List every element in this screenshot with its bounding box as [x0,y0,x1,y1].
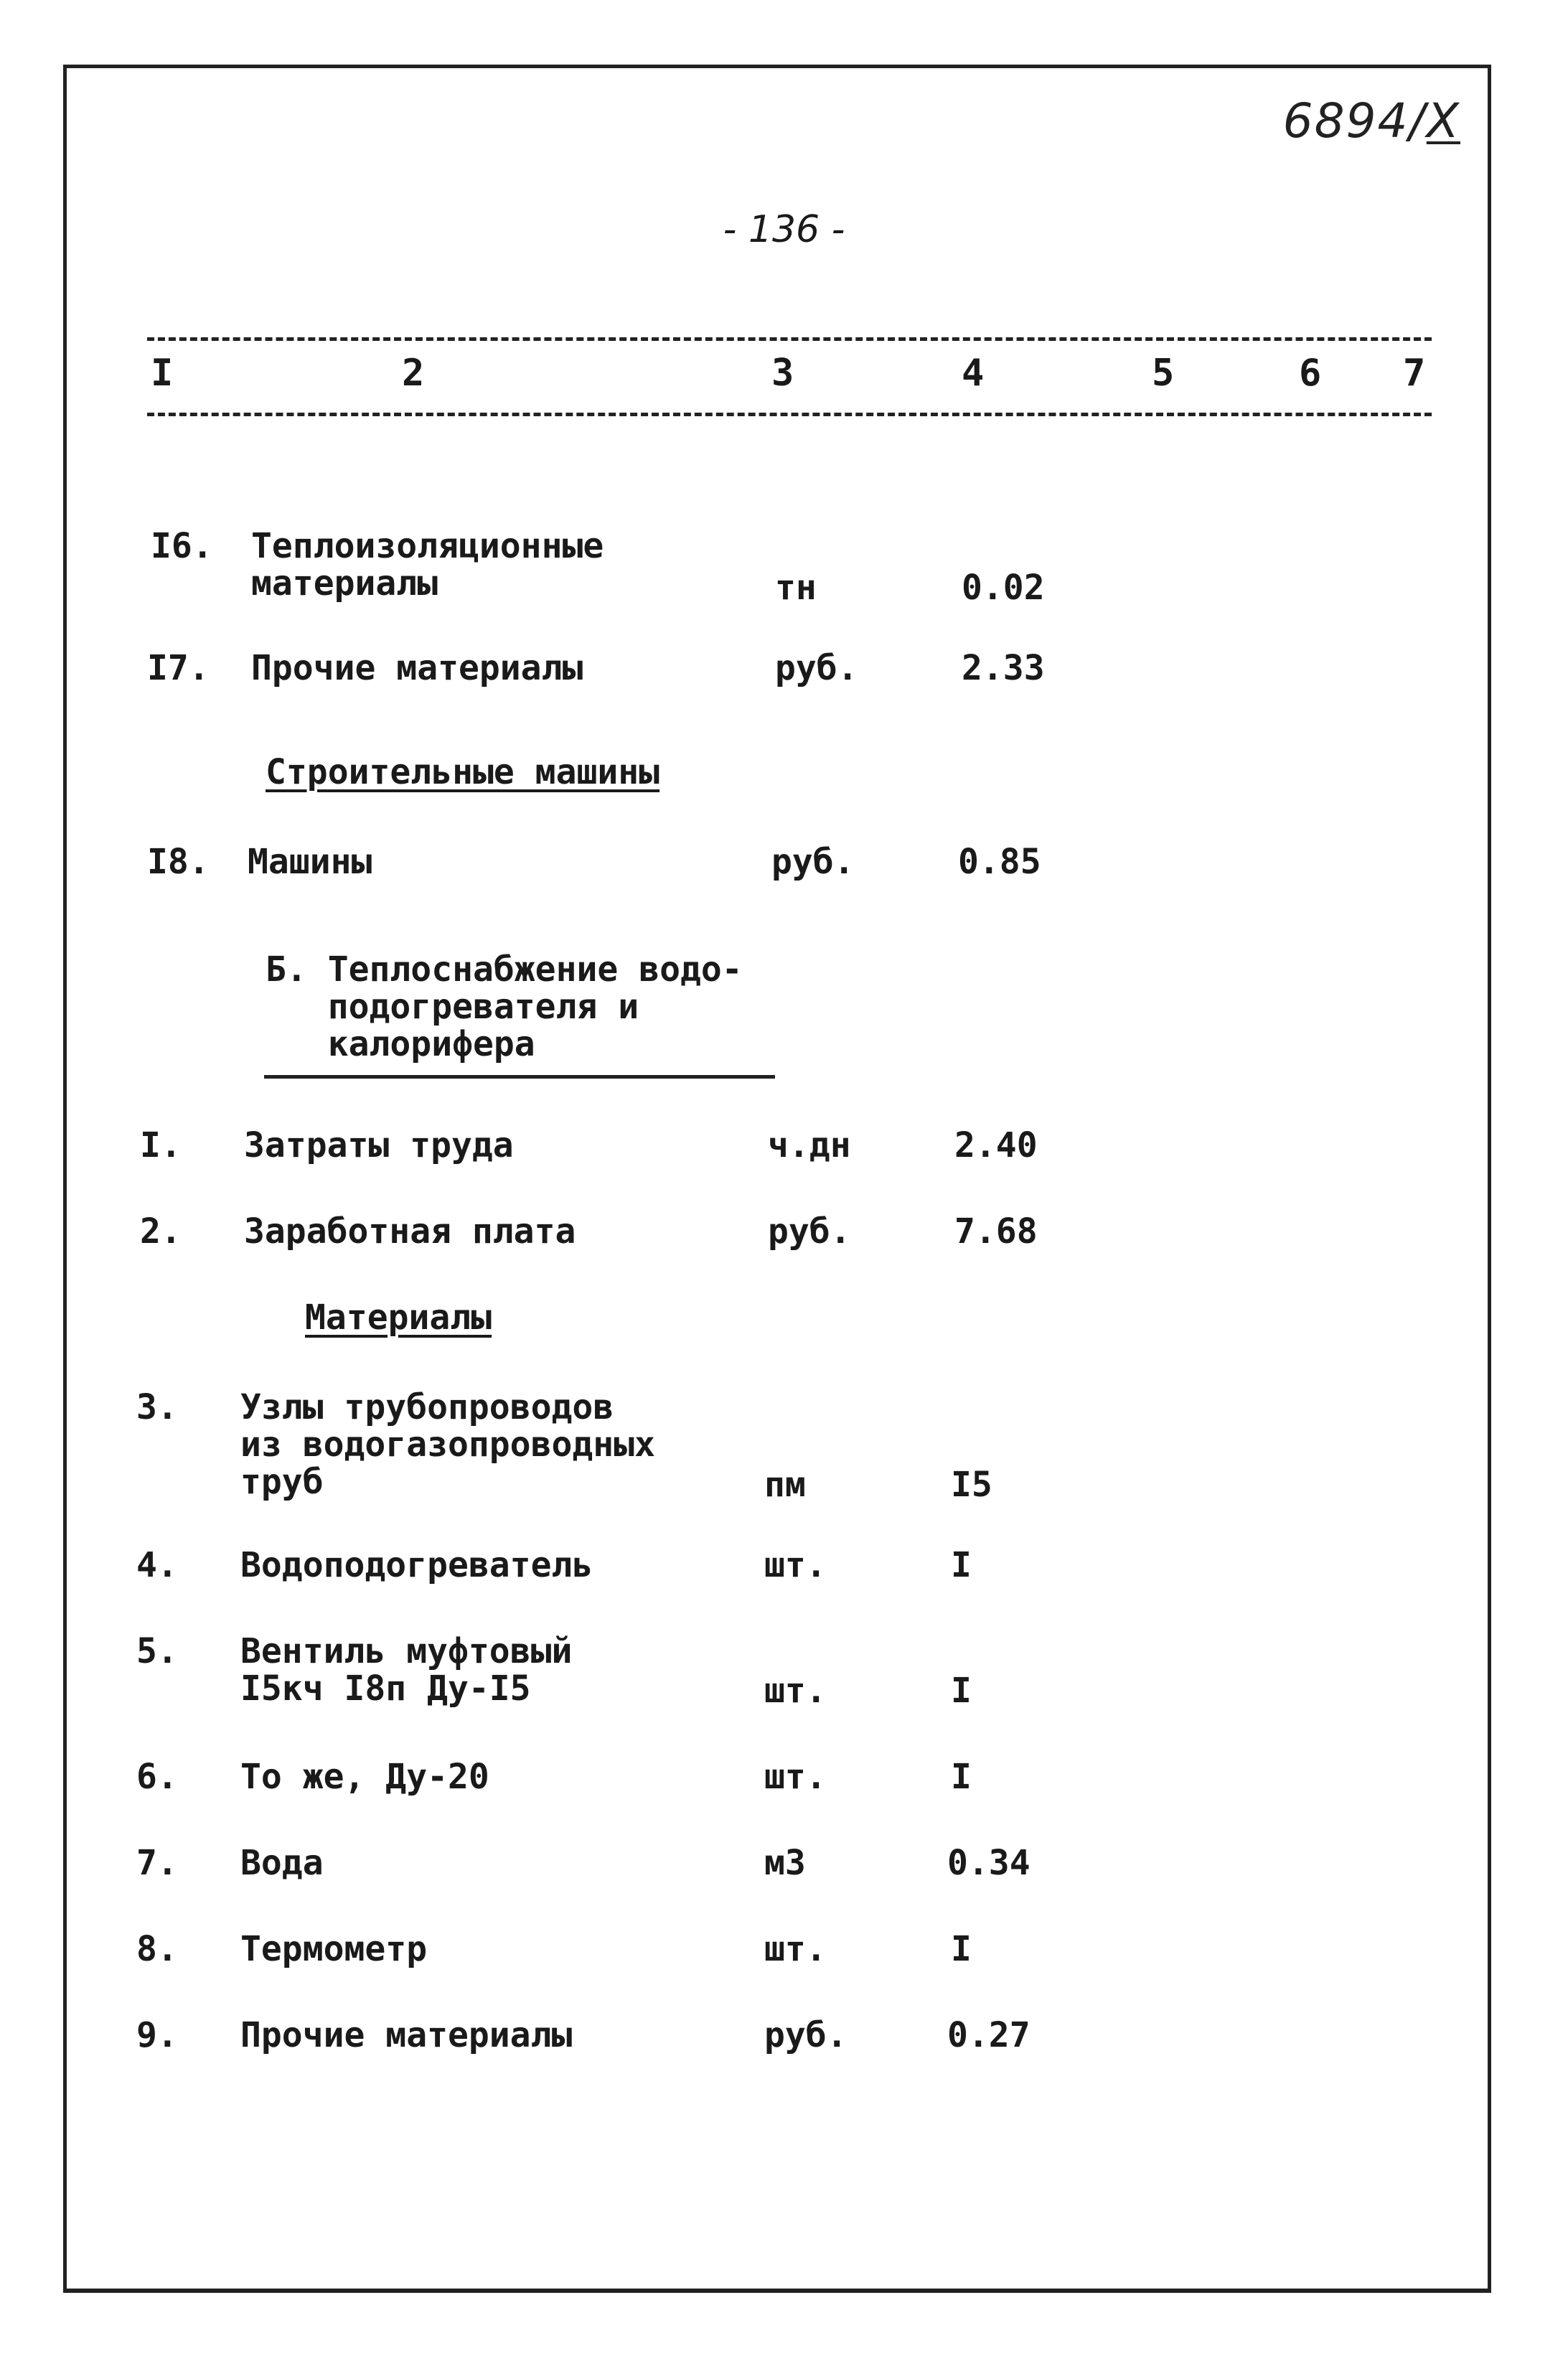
section-heading-b: Б. Теплоснабжение водо- подогревателя и калорифера [266,949,743,1064]
row-number: I8. [147,842,210,882]
table-row [0,1844,1568,1887]
row-number: I. [140,1125,182,1165]
row-unit: м3 [764,1843,806,1883]
row-name: Узлы трубопроводов из водогазопроводных труб [240,1387,655,1502]
archive-number: 6894/X [1282,93,1460,149]
row-number: 3. [136,1387,178,1427]
col-head-4: 4 [962,352,985,395]
row-number: 5. [136,1631,178,1671]
row-name: То же, Ду-20 [240,1757,489,1797]
row-unit: ч.дн [768,1125,851,1165]
col-head-6: 6 [1299,352,1322,395]
row-name: Вентиль муфтовый I5кч I8п Ду-I5 [240,1631,573,1709]
row-number: 9. [136,2015,178,2055]
row-unit: руб. [768,1211,851,1252]
row-name: Теплоизоляционные материалы [251,526,604,604]
row-unit: тн [775,568,817,608]
row-number: 8. [136,1929,178,1969]
row-name: Машины [248,842,372,882]
header-dash-bottom [147,413,1432,416]
row-number: 6. [136,1757,178,1797]
row-unit: шт. [764,1757,827,1797]
col-head-5: 5 [1152,352,1175,395]
row-value: 7.68 [954,1211,1038,1252]
row-name: Прочие материалы [240,2015,573,2055]
row-unit: шт. [764,1929,827,1969]
header-dash-top [147,337,1432,341]
row-number: 2. [140,1211,182,1252]
row-unit: пм [764,1465,806,1505]
table-row [0,527,1568,614]
col-head-2: 2 [402,352,425,395]
row-value: 0.85 [958,842,1041,882]
row-name: Водоподогреватель [240,1545,593,1585]
table-row [0,1930,1568,1973]
col-head-1: I [151,352,174,395]
row-value: 0.02 [962,568,1045,608]
page-number: - 136 - [723,208,845,251]
row-name: Прочие материалы [251,648,583,688]
row-value: I [951,1671,972,1711]
table-row [0,1633,1568,1715]
row-value: I [951,1929,972,1969]
row-name: Затраты труда [244,1125,514,1165]
row-value: 2.33 [962,648,1045,688]
row-number: 4. [136,1545,178,1585]
col-head-7: 7 [1403,352,1426,395]
row-value: 2.40 [954,1125,1038,1165]
row-unit: шт. [764,1545,827,1585]
section-b-rule [264,1075,775,1079]
row-value: I [951,1545,972,1585]
row-number: I6. [151,526,213,566]
row-unit: руб. [775,648,858,688]
row-unit: руб. [771,842,855,882]
row-name: Вода [240,1843,324,1883]
col-head-3: 3 [771,352,794,395]
row-number: 7. [136,1843,178,1883]
row-value: 0.34 [947,1843,1031,1883]
row-name: Термометр [240,1929,428,1969]
table-row [0,1213,1568,1256]
table-row [0,1758,1568,1801]
row-unit: шт. [764,1671,827,1711]
section-heading-machines: Строительные машины [266,752,660,792]
row-value: I [951,1757,972,1797]
table-row [0,649,1568,693]
row-number: I7. [147,648,210,688]
row-value: 0.27 [947,2015,1031,2055]
table-row [0,1547,1568,1590]
row-unit: руб. [764,2015,848,2055]
table-row [0,1127,1568,1170]
table-row [0,2017,1568,2060]
row-value: I5 [951,1465,992,1505]
table-row [0,843,1568,886]
section-heading-materials: Материалы [305,1297,492,1338]
table-row [0,1389,1568,1511]
row-name: Заработная плата [244,1211,576,1252]
